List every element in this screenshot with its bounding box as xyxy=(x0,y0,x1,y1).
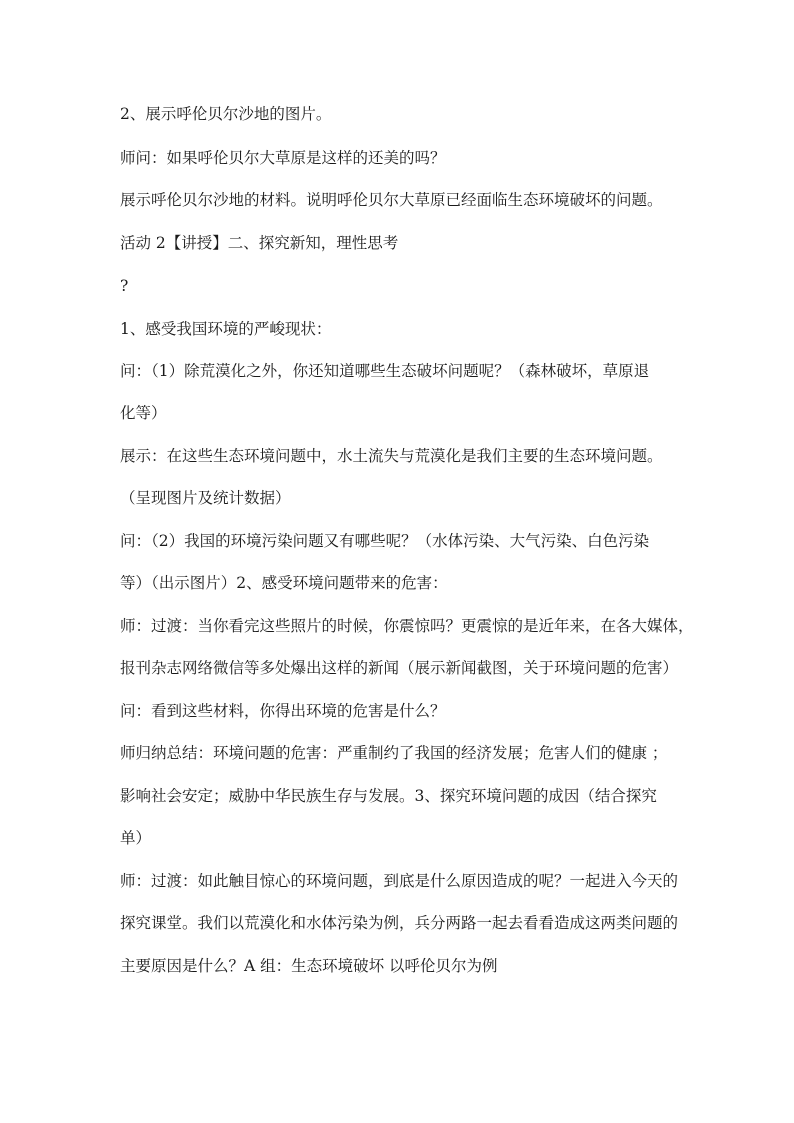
text-line-5: ? xyxy=(120,277,129,295)
text-line-12: 等）（出示图片）2、感受环境问题带来的危害： xyxy=(120,574,448,592)
text-line-11: 问：（2）我国的环境污染问题又有哪些呢？（水体污染、大气污染、白色污染 xyxy=(120,532,650,550)
text-line-9: 展示：在这些生态环境问题中，水土流失与荒漠化是我们主要的生态环境问题。 xyxy=(120,447,663,465)
text-line-13: 师：过渡：当你看完这些照片的时候，你震惊吗？更震惊的是近年来，在各大媒体， xyxy=(120,617,694,635)
text-line-19: 师：过渡：如此触目惊心的环境问题，到底是什么原因造成的呢？一起进入今天的 xyxy=(120,872,679,890)
text-line-7: 问：（1）除荒漠化之外，你还知道哪些生态破坏问题呢？（森林破坏，草原退 xyxy=(120,362,650,380)
text-line-8: 化等） xyxy=(120,404,167,422)
text-line-16: 师归纳总结：环境问题的危害：严重制约了我国的经济发展；危害人们的健康 ； xyxy=(120,744,668,762)
text-line-18: 单） xyxy=(120,829,152,847)
text-line-4: 活动 2【讲授】二、探究新知，理性思考 xyxy=(120,234,399,252)
text-line-17: 影响社会安定；威胁中华民族生存与发展。3、探究环境问题的成因（结合探究 xyxy=(120,787,657,805)
text-line-20: 探究课堂。我们以荒漠化和水体污染为例，兵分两路一起去看看造成这两类问题的 xyxy=(120,914,679,932)
text-line-3: 展示呼伦贝尔沙地的材料。说明呼伦贝尔大草原已经面临生态环境破坏的问题。 xyxy=(120,191,663,209)
text-line-2: 师问：如果呼伦贝尔大草原是这样的还美的吗？ xyxy=(120,149,446,167)
text-line-15: 问：看到这些材料，你得出环境的危害是什么？ xyxy=(120,702,446,720)
text-line-1: 2、展示呼伦贝尔沙地的图片。 xyxy=(120,105,332,123)
text-line-21: 主要原因是什么？A 组：生态环境破坏 以呼伦贝尔为例 xyxy=(120,957,498,975)
text-line-10: （呈现图片及统计数据） xyxy=(120,489,291,507)
text-line-6: 1、感受我国环境的严峻现状： xyxy=(120,320,332,338)
text-line-14: 报刊杂志网络微信等多处爆出这样的新闻（展示新闻截图，关于环境问题的危害） xyxy=(120,659,679,677)
